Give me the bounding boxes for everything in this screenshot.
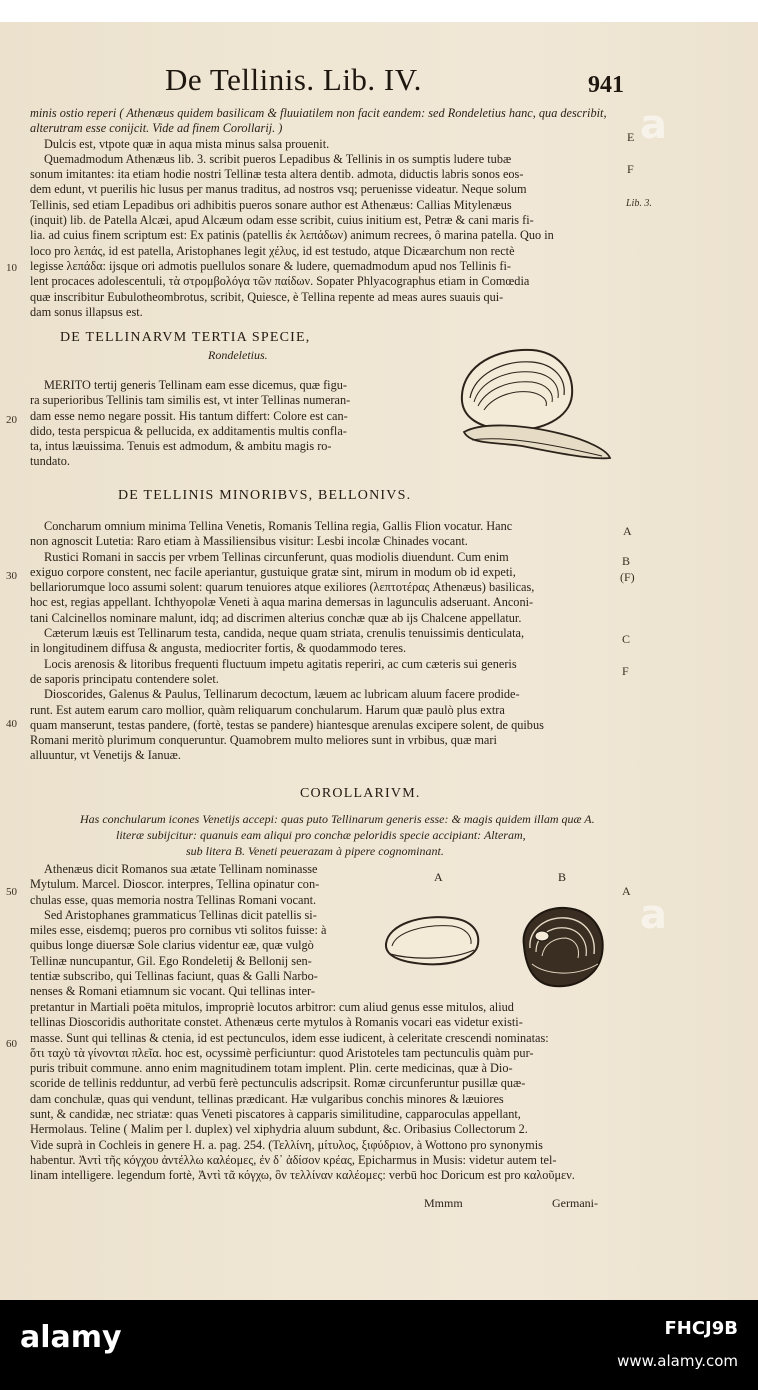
signature-mark: Mmmm [424, 1196, 463, 1210]
stock-image-id-block [664, 1318, 738, 1339]
text-line: ta, intus læuissima. Tenuis est admodum, & ambitu magis ro- [30, 439, 332, 454]
watermark-overlay: a [640, 102, 667, 148]
margin-letter: A [623, 524, 632, 538]
running-title: De Tellinis. Lib. IV. [165, 62, 422, 97]
text-line: nenses & Romani etiamnum sic vocant. Qui tellinas inter- [30, 984, 315, 999]
text-line: Vide suprà in Cochleis in genere H. a. pag. 254. (Τελλίνη, μίτυλος, ξιφύδριον, à Wottono pro synonymis [30, 1137, 543, 1152]
text-line: Tellinæ nuncupantur, Gil. Ego Rondeletij & Bellonij sen- [30, 953, 312, 968]
catchword: Germani- [552, 1196, 598, 1210]
text-line: tellinas Dioscoridis authoritate constet. Athenæus certe mytulos à Romanis vocari eas videtur existi- [30, 1015, 523, 1030]
text-line: Hermolaus. Teline ( Malim per l. duplex) vel xiphydria aluum subdunt, &c. Oribasius Collectorum 2. [30, 1122, 528, 1137]
text-line: miles esse, eisdemq; pueros pro cornibus vti solitos fuisse: à [30, 923, 327, 938]
tellina-shell-figure [452, 340, 617, 465]
text-line: sunt, & candidæ, nec striatæ: quas Veneti piscatores à capparis similitudine, capparoculas appellant, [30, 1107, 521, 1122]
top-strip [0, 0, 758, 22]
text-block-corollarium-narrow [30, 862, 375, 1000]
line-number: 40 [6, 718, 17, 730]
text-line: quam manserunt, testas pandere, (fortè, testas se pandere) hiantesque arenulas excipere solent, de quibus [30, 717, 544, 732]
text-line: dido, testa perspicua & pellucida, ex additamentis multis confla- [30, 423, 347, 438]
text-line: quibus longe diuersæ Sole clarius videntur eæ, quæ vulgò [30, 938, 314, 953]
margin-letter: F [627, 162, 634, 176]
line-number: 30 [6, 570, 17, 582]
text-line: Tellinis, sed etiam Lepadibus ori adhibitis pueros sonare author est Athenæus: Callias Mitylenæus [30, 197, 512, 212]
text-line: dam esse nemo negare possit. His tantum differt: Colore est can- [30, 408, 348, 423]
text-line: habentur. Ἀντὶ τῆς κόγχου ἀντέλλω καλέομες, ἐν δ᾽ ἀδίσον κρέας, Epicharmus in Musis: videtur autem tel- [30, 1152, 557, 1167]
text-line: sonum imitantes: ita etiam hodie nostri Tellinæ testa altera dentib. admota, diductis labris sonos eos- [30, 167, 524, 182]
text-line: Dulcis est, vtpote quæ in aqua mista minus salsa prouenit. [44, 136, 330, 151]
text-line: non agnoscit Lutetia: Raro etiam à Massiliensibus visitur: Lesbi incolæ Chinades vocant. [30, 534, 468, 549]
corollarium-intro-line: Has conchularum icones Venetijs accepi: quas puto Tellinarum generis esse: & magis quidem illam quæ A. [80, 812, 595, 826]
text-line: in longitudinem diffusa & angusta, mediocriter fortis, & quodammodo teres. [30, 641, 407, 656]
text-line: minis ostio reperi ( Athenæus quidem basilicam & fluuiatilem non facit eandem: sed Rondeletius hanc, qua describit, [30, 106, 607, 120]
shell-figure-a [382, 910, 482, 972]
text-line: MERITO tertij generis Tellinam eam esse dicemus, quæ figu- [44, 378, 347, 392]
text-line: dam sonus illapsus est. [30, 304, 143, 319]
text-line: exiguo corpore constent, nec facile aperiantur, gustuique gratæ sint, mirum in modum ob id expeti, [30, 564, 516, 579]
text-line: Cæterum læuis est Tellinarum testa, candida, neque quam striata, crenulis tenuissimis denticulata, [44, 626, 525, 641]
margin-letter: (F) [620, 570, 635, 584]
text-line: Rustici Romani in saccis per vrbem Tellinas circunferunt, quas modiolis diuendunt. Cum enim [44, 549, 509, 564]
shell-figure-b [514, 902, 608, 992]
text-line: tentiæ subscribo, qui Tellinas faciunt, quas & Galli Narbo- [30, 969, 318, 984]
corollarium-intro-line: sub litera B. Veneti peuerazam à pipere cognominant. [186, 844, 444, 858]
text-line: ra superioribus Tellinis tam similis est, vt inter Tellinas numeran- [30, 393, 351, 408]
text-line: Mytulum. Marcel. Dioscor. interpres, Tellina opinatur con- [30, 877, 320, 892]
stock-logo: alamy [20, 1320, 122, 1355]
text-line: Romani meritò plurimum conqueruntur. Quamobrem multo meliores sunt in vrbibus, quæ mari [30, 733, 497, 748]
section-author: Rondeletius. [208, 348, 268, 362]
book-page [0, 22, 758, 1300]
text-line: Quemadmodum Athenæus lib. 3. scribit pueros Lepadibus & Tellinis in os sumptis ludere tubæ [44, 151, 512, 166]
margin-letter: F [622, 664, 629, 678]
text-line: Dioscorides, Galenus & Paulus, Tellinarum decoctum, læuem ac lubricam aluum facere prodide- [44, 687, 520, 702]
text-line: dam conchulæ, quas qui vendunt, tellinas prædicant. Hæ vulgaribus conchis minores & læuiores [30, 1091, 504, 1106]
section-heading-tertia: DE TELLINARVM TERTIA SPECIE, [60, 330, 311, 345]
text-line: chulas esse, quas memoria nostra Tellinas Romani vocant. [30, 892, 317, 907]
text-line: tani Calcinellos nominare malunt, idq; ad discrimen alterius conchæ quæ ab ijs Chalcene appellatur. [30, 610, 522, 625]
text-line: dem edunt, vt puerilis hic lusus per manus traditus, ad nostros vsq; peruenisse videatur. Neque solum [30, 182, 527, 197]
line-number: 50 [6, 886, 17, 898]
text-block-minoribus [30, 519, 622, 764]
text-line: alluuntur, vt Venetijs & Ianuæ. [30, 748, 181, 763]
text-line: pretantur in Martiali poëta mitulos, impropriè locutos arbitror: cum aliud genus esse mitulos, aliud [30, 1000, 514, 1014]
text-line: lia. ad cuius finem scriptum est: Ex patinis (patellis ἐκ λεπάδων) animum recrees, ô marina patella. Quo in [30, 228, 554, 243]
figure-label-b: B [558, 870, 567, 884]
text-block-opening [30, 106, 622, 320]
text-line: alterutram esse conijcit. Vide ad finem Corollarij. ) [30, 121, 283, 136]
line-number: 10 [6, 262, 17, 274]
margin-letter: A [622, 884, 631, 898]
text-line: lent procaces adolescentuli, τὰ στρομβολόγα τῶν παίδων. Sopater Phlyacographus etiam in Comœdia [30, 274, 530, 289]
text-line: Concharum omnium minima Tellina Venetis, Romanis Tellina regia, Gallis Flion vocatur. Hanc [44, 519, 513, 533]
text-line: loco pro λεπάς, id est patella, Aristophanes legit χέλυς, id est testudo, atque Dicæarchum non rectè [30, 243, 515, 258]
text-line: puris tribuit commune. anno enim magnitudinem totam implent. Plin. certe medicinas, quæ à Dio- [30, 1061, 513, 1076]
text-line: (inquit) lib. de Patella Alcæi, apud Alcæum odam esse scribit, cuius initium est, Petræ & cani maris fi- [30, 213, 534, 228]
text-line: Locis arenosis & litoribus frequenti fluctuum impetu agitatis reperiri, ac cum cæteris sui generis [44, 656, 517, 671]
line-number: 60 [6, 1038, 17, 1050]
stock-image-id: FHCJ9B [664, 1318, 738, 1339]
text-line: runt. Est autem earum caro mollior, quàm reliquarum conchularum. Harum quæ paulò plus extra [30, 702, 505, 717]
text-block-corollarium-full [30, 1000, 622, 1184]
text-line: legisse λεπάδα: ijsque ori admotis puellulos sonare & ludere, quemadmodum apud nos Tellinis fi- [30, 258, 511, 273]
figure-label-a: A [434, 870, 443, 884]
corollarium-intro-line: literæ subijcitur: quanuis eam aliqui pro conchæ peloridis specie accipiant: Alteram, [116, 828, 526, 842]
section-heading-minoribus: DE TELLINIS MINORIBVS, BELLONIVS. [118, 488, 412, 503]
page-number: 941 [588, 72, 624, 98]
margin-letter: C [622, 632, 631, 646]
text-line: bellariorumque loco assumi solent: quarum tenuiores atque exiliores (λεπτοτέρας Athenæus) basilicas, [30, 580, 535, 595]
text-line: masse. Sunt qui tellinas & ctenia, id est pectunculos, idem esse iudicent, à celeritate crescendi nominatas: [30, 1030, 549, 1045]
margin-letter: B [622, 554, 631, 568]
text-line: ὅτι ταχὺ τὰ γίνονται πλεῖα. hoc est, ocyssimè perficiuntur: quod Aristoteles tam pectunculis quàm pur- [30, 1045, 534, 1060]
text-line: hoc est, regias appellant. Ichthyopolæ Veneti à aqua marina demersas in lagunculis adseruant. Anconi- [30, 595, 534, 610]
stock-url: www.alamy.com [617, 1352, 738, 1370]
text-line: Sed Aristophanes grammaticus Tellinas dicit patellis si- [44, 907, 317, 922]
text-line: tundato. [30, 454, 70, 469]
text-line: linam intelligere. legendum fortè, Ἀντὶ τᾶ κόγχω, ὃν τελλίναν καλέομες: verbū hoc Doricum est pro καλοῦμεν. [30, 1168, 575, 1183]
text-block-tertia [30, 378, 425, 470]
text-line: quæ inscribitur Eubulotheombrotus, scribit, Quiesce, è Tellina repente ad meas aures suauis qui- [30, 289, 504, 304]
text-line: Athenæus dicit Romanos sua ætate Tellinam nominasse [44, 862, 318, 876]
margin-reference: Lib. 3. [626, 198, 652, 209]
section-heading-corollarium: COROLLARIVM. [300, 786, 421, 801]
margin-letter: E [627, 130, 635, 144]
text-line: scoride de tellinis redduntur, ad verbū ferè pectunculis adscripsit. Romæ circunferuntur pusillæ quæ- [30, 1076, 526, 1091]
text-line: de saporis principatu contendere solet. [30, 671, 219, 686]
line-number: 20 [6, 414, 17, 426]
watermark-overlay: a [640, 892, 667, 938]
